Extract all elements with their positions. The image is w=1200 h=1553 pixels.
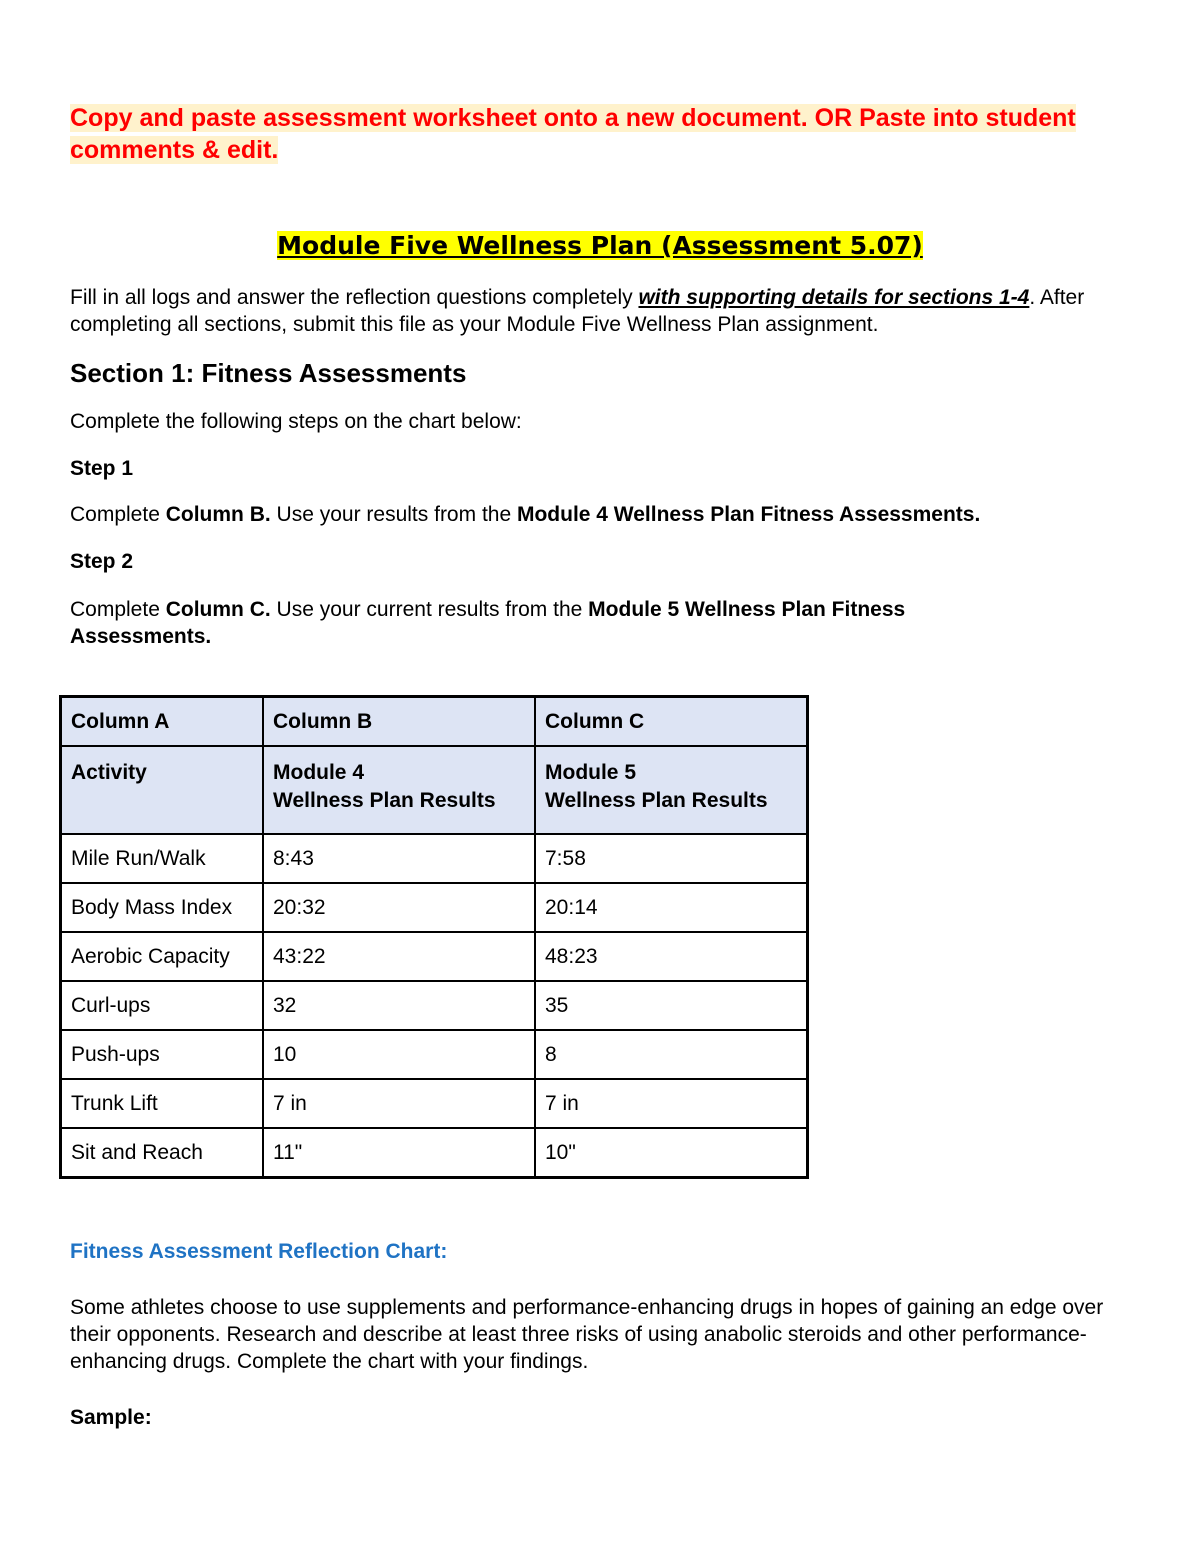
step-2-label-text: Step 2 [70, 550, 134, 573]
table-row [61, 883, 808, 932]
header-column-c: Column C [535, 697, 808, 747]
table-subheader-row [61, 746, 808, 834]
subheader-module-4 [263, 746, 535, 834]
notice-text: Copy and paste assessment worksheet onto a new document. OR Paste into student comments & edit. [70, 104, 1076, 164]
module-5-cell: 8 [535, 1030, 808, 1079]
table-row [61, 981, 808, 1030]
step-1-text [70, 501, 1130, 528]
subheader-module-5-line2: Wellness Plan Results [545, 789, 768, 812]
intro-before: Fill in all logs and answer the reflection questions completely [70, 286, 639, 309]
activity-cell: Push-ups [61, 1030, 264, 1079]
module-4-cell: 20:32 [263, 883, 535, 932]
table-row [61, 1030, 808, 1079]
module-5-cell: 7 in [535, 1079, 808, 1128]
table-header-row [61, 697, 808, 747]
step-2-text-b: Use your current results from the [270, 598, 589, 621]
step-2-bold-b: Module 5 Wellness Plan Fitness Assessments. [70, 598, 906, 648]
intro-after: . After completing all sections, submit this file as your Module Five Wellness Plan assignment. [70, 286, 1085, 336]
header-column-a: Column A [61, 697, 264, 747]
subheader-module-4-line1: Module 4 [273, 761, 365, 784]
module-4-cell: 8:43 [263, 834, 535, 883]
step-1-bold-a: Column B. [165, 503, 271, 526]
step-1-label-text: Step 1 [70, 457, 134, 480]
activity-cell: Aerobic Capacity [61, 932, 264, 981]
table-row [61, 834, 808, 883]
page-title [0, 228, 1200, 264]
subheader-module-4-line2: Wellness Plan Results [273, 789, 496, 812]
step-1-text-a: Complete [70, 503, 166, 526]
subheader-module-5-line1: Module 5 [545, 761, 637, 784]
table-row [61, 1128, 808, 1178]
step-1-text-b: Use your results from the [270, 503, 517, 526]
intro-emphasis: with supporting details for sections 1-4 [638, 286, 1030, 309]
module-5-cell: 10" [535, 1128, 808, 1178]
fitness-results-table [59, 695, 809, 1179]
module-4-cell: 10 [263, 1030, 535, 1079]
module-5-cell: 7:58 [535, 834, 808, 883]
subheader-activity [61, 746, 264, 834]
module-5-cell: 48:23 [535, 932, 808, 981]
module-5-cell: 35 [535, 981, 808, 1030]
module-4-cell: 32 [263, 981, 535, 1030]
header-column-b: Column B [263, 697, 535, 747]
subheader-module-5 [535, 746, 808, 834]
step-2-bold-a: Column C. [165, 598, 271, 621]
step-2-text-a: Complete [70, 598, 166, 621]
table-row [61, 1079, 808, 1128]
activity-cell: Mile Run/Walk [61, 834, 264, 883]
module-4-cell: 43:22 [263, 932, 535, 981]
activity-cell: Sit and Reach [61, 1128, 264, 1178]
module-4-cell: 11" [263, 1128, 535, 1178]
sample-label [70, 1404, 1130, 1431]
step-1-bold-b: Module 4 Wellness Plan Fitness Assessments. [516, 503, 981, 526]
title-text: Module Five Wellness Plan (Assessment 5.07) [277, 231, 923, 260]
sample-label-text: Sample: [70, 1406, 152, 1429]
table-row [61, 932, 808, 981]
activity-cell: Curl-ups [61, 981, 264, 1030]
subheader-activity-line1: Activity [71, 761, 147, 784]
activity-cell: Body Mass Index [61, 883, 264, 932]
module-4-cell: 7 in [263, 1079, 535, 1128]
activity-cell: Trunk Lift [61, 1079, 264, 1128]
reflection-body: Some athletes choose to use supplements and performance-enhancing drugs in hopes of gaining an edge over their opponents. Research and describe at least three risks of using anabolic steroids and other performance-enhancing drugs. Complete the chart with your findings. [70, 1296, 1104, 1373]
step-1-label [70, 455, 1130, 482]
copy-paste-notice [70, 102, 1080, 166]
intro-paragraph [70, 284, 1130, 338]
step-2-label [70, 548, 1130, 575]
section-1-heading: Section 1: Fitness Assessments [70, 358, 467, 388]
reflection-chart-heading: Fitness Assessment Reflection Chart: [70, 1240, 448, 1263]
module-5-cell: 20:14 [535, 883, 808, 932]
section-1-instruction: Complete the following steps on the chart below: [70, 410, 522, 433]
step-2-text [70, 596, 1030, 650]
